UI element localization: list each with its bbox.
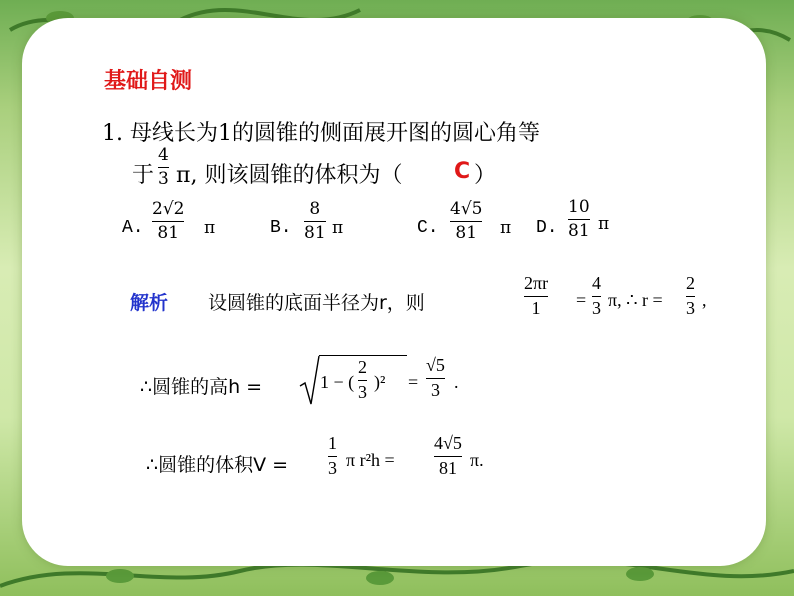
question-line-1: 1. 母线长为1的圆锥的侧面展开图的圆心角等 xyxy=(102,121,540,146)
fraction-1-over-3: 1 3 xyxy=(328,433,337,478)
sqrt-inner-prefix: 1 − ( xyxy=(320,372,355,392)
fraction-2pir-over-1: 2πr 1 xyxy=(524,273,549,318)
solution-eq-1: = xyxy=(576,290,587,310)
fraction-r-value: 2 3 xyxy=(686,273,695,318)
question-line-2-prefix: 于 xyxy=(132,163,155,188)
solution-line-1-text: 设圆锥的底面半径为r，则 xyxy=(208,292,425,314)
solution-comma: , xyxy=(702,290,707,310)
option-c-fraction: 4√5 81 xyxy=(450,199,483,243)
fraction-sqrt5-over-3: √5 3 xyxy=(426,355,445,400)
solution-label: 解析 xyxy=(130,292,169,314)
option-d-label: D. xyxy=(536,218,558,238)
option-b-label: B. xyxy=(270,218,292,238)
option-d-pi: π xyxy=(598,214,610,234)
option-a-pi: π xyxy=(204,218,216,238)
fraction-2-over-3-inner: 2 3 xyxy=(358,357,367,402)
sqrt-sign xyxy=(298,354,320,408)
angle-numerator: 4 xyxy=(158,145,169,165)
option-b-pi: π xyxy=(332,218,344,238)
solution-volume-mid: π r²h = xyxy=(346,450,395,470)
fraction-4-over-3: 4 3 xyxy=(592,273,601,318)
fraction-4sqrt5-over-81: 4√5 81 xyxy=(434,433,462,478)
solution-period-2: . xyxy=(454,372,459,392)
option-b-fraction: 8 81 xyxy=(304,199,326,243)
solution-volume-text: ∴圆锥的体积V = xyxy=(146,454,289,476)
section-heading: 基础自测 xyxy=(104,69,193,94)
option-a-label: A. xyxy=(122,218,144,238)
angle-fraction xyxy=(158,146,169,188)
solution-height-text: ∴圆锥的高h = xyxy=(140,376,263,398)
slide-panel xyxy=(22,18,766,566)
question-close-paren: ） xyxy=(474,163,497,188)
solution-volume-end: π. xyxy=(470,450,484,470)
sqrt-inner-suffix: )² xyxy=(374,372,386,392)
answer-letter: C xyxy=(454,159,471,184)
option-a-fraction: 2√2 81 xyxy=(152,199,185,243)
option-c-label: C. xyxy=(417,218,439,238)
question-line-2-suffix: π, 则该圆锥的体积为（ xyxy=(176,163,403,188)
angle-denominator: 3 xyxy=(158,168,169,189)
option-c-pi: π xyxy=(500,218,512,238)
option-d-fraction: 10 81 xyxy=(568,197,590,241)
solution-therefore-r: π, ∴ r = xyxy=(608,290,663,310)
solution-eq-2: = xyxy=(408,372,419,392)
